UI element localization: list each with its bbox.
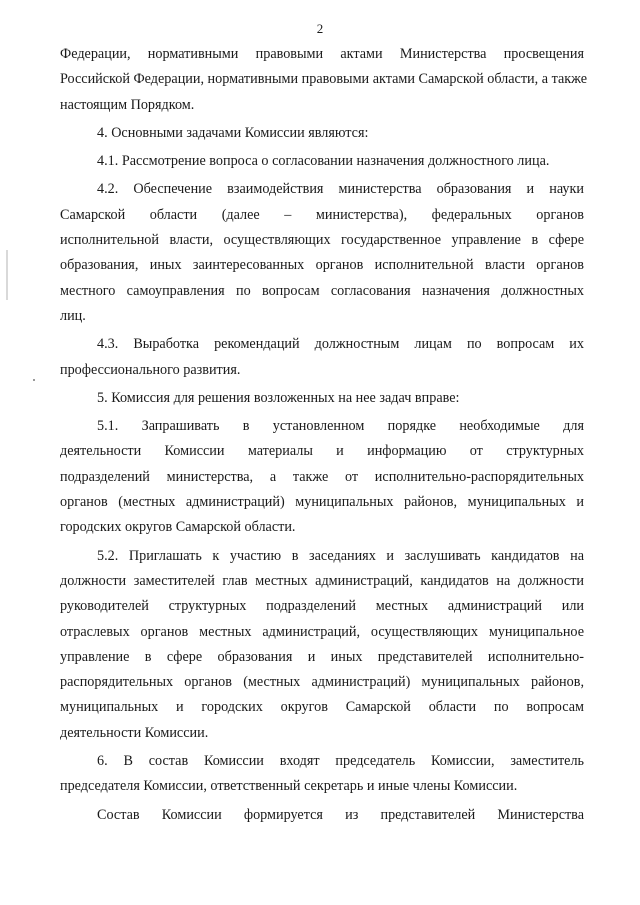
text-line: 4.2. Обеспечение взаимодействия министерства образования и науки	[97, 181, 584, 198]
text-line: управление в сфере образования и иных представителей исполнительно-	[60, 648, 584, 665]
text-line: деятельности Комиссии.	[60, 724, 209, 741]
page-number: 2	[316, 21, 324, 36]
text-line: руководителей структурных подразделений местных администраций или	[60, 598, 584, 615]
text-line: Российской Федерации, нормативными правовыми актами Самарской области, а также	[60, 71, 588, 88]
text-line: 5.2. Приглашать к участию в заседаниях и заслушивать кандидатов на	[97, 547, 584, 564]
text-line: 5.1. Запрашивать в установленном порядке необходимые для	[97, 418, 584, 435]
text-line: распорядительных органов (местных администраций) муниципальных районов,	[60, 674, 584, 691]
scan-margin-dot	[33, 379, 35, 381]
text-line: должности заместителей глав местных администраций, кандидатов на должности	[60, 572, 584, 589]
text-line: Самарской области (далее – министерства), федеральных органов	[60, 206, 584, 223]
text-line: лиц.	[60, 307, 86, 324]
text-line: настоящим Порядком.	[60, 96, 195, 113]
text-line: органов (местных администраций) муниципальных районов, муниципальных и	[60, 494, 584, 511]
text-line: образования, иных заинтересованных органов исполнительной власти органов	[60, 257, 584, 274]
text-line: 4.3. Выработка рекомендаций должностным лицам по вопросам их	[97, 336, 584, 353]
text-line: 4. Основными задачами Комиссии являются:	[97, 124, 369, 141]
text-line: местного самоуправления по вопросам согласования назначения должностных	[60, 282, 584, 299]
text-line: Федерации, нормативными правовыми актами Министерства просвещения	[60, 46, 584, 62]
scan-margin-mark	[6, 250, 8, 300]
text-line: городских округов Самарской области.	[60, 519, 296, 536]
text-line: 4.1. Рассмотрение вопроса о согласовании назначения должностного лица.	[97, 153, 550, 170]
text-line: деятельности Комиссии материалы и информацию от структурных	[60, 443, 584, 460]
text-line: муниципальных и городских округов Самарской области по вопросам	[60, 699, 584, 716]
text-line: 5. Комиссия для решения возложенных на нее задач вправе:	[97, 389, 460, 406]
text-line: отраслевых органов местных администраций, осуществляющих муниципальное	[60, 623, 584, 640]
text-line: Состав Комиссии формируется из представителей Министерства	[97, 806, 584, 823]
text-line: 6. В состав Комиссии входят председатель Комиссии, заместитель	[97, 753, 584, 770]
text-line: исполнительной власти, осуществляющих государственное управление в сфере	[60, 232, 584, 249]
document-body	[60, 42, 588, 828]
text-line: подразделений министерства, а также от исполнительно-распорядительных	[60, 468, 584, 485]
text-line: профессионального развития.	[60, 361, 241, 378]
text-line: председателя Комиссии, ответственный секретарь и иные члены Комиссии.	[60, 778, 518, 795]
